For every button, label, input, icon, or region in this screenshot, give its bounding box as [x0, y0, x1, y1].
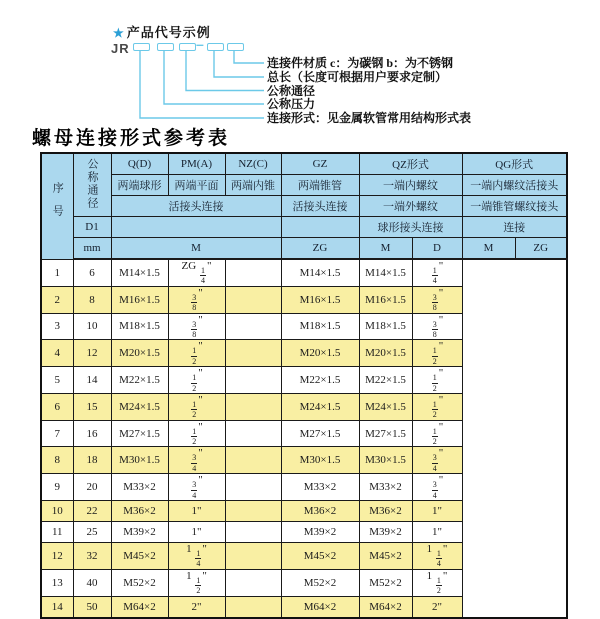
cell-qg-zg: $\frac{1}{2}$ " [412, 420, 462, 447]
cell-seq: 4 [41, 340, 73, 367]
cell-qz-m [225, 596, 281, 618]
label-connector-material: 连接件材质 c：为碳钢 b：为不锈钢 [267, 56, 454, 70]
header-pma-sub: 两端平面 [168, 175, 225, 196]
cell-qg-zg: 2" [412, 596, 462, 618]
cell-qg-zg: $\frac{3}{8}$ " [412, 313, 462, 340]
cell-qg-m: M27×1.5 [359, 420, 412, 447]
cell-qz-d: M16×1.5 [281, 286, 359, 313]
cell-qz-m [225, 313, 281, 340]
cell-gz: 1" [168, 522, 225, 543]
cell-qg-m: M24×1.5 [359, 393, 412, 420]
product-code-heading-text: 产品代号示例 [126, 25, 211, 40]
cell-qg-zg: 1 $\frac{1}{2}$ " [412, 569, 462, 596]
star-icon: ★ [113, 26, 125, 40]
header-pma: PM(A) [168, 153, 225, 175]
cell-qg-m: M30×1.5 [359, 447, 412, 474]
cell-qg-m: M52×2 [359, 569, 412, 596]
header-nzc-sub: 两端内锥 [225, 175, 281, 196]
cell-seq: 12 [41, 543, 73, 570]
cell-mm: 20 [73, 474, 111, 501]
header-m-span: M [111, 238, 281, 260]
table-row [41, 543, 567, 570]
cell-qz-m [225, 447, 281, 474]
cell-qg-m: M18×1.5 [359, 313, 412, 340]
cell-qg-m: M45×2 [359, 543, 412, 570]
cell-m: M52×2 [111, 569, 168, 596]
header-qg-m: M [462, 238, 515, 260]
cell-m: M45×2 [111, 543, 168, 570]
label-total-length: 总长（长度可根据用户要求定制） [267, 70, 448, 84]
label-connection-form: 连接形式：见金属软管常用结构形式表 [267, 111, 472, 125]
cell-gz: $\frac{1}{2}$ " [168, 367, 225, 394]
cell-qg-m: M64×2 [359, 596, 412, 618]
cell-mm: 22 [73, 501, 111, 522]
cell-mm: 6 [73, 259, 111, 286]
cell-qz-d: M52×2 [281, 569, 359, 596]
cell-m: M14×1.5 [111, 259, 168, 286]
header-gz-sub: 两端锥管 [281, 175, 359, 196]
header-qg-sub3: 连接 [462, 217, 567, 238]
cell-qg-m: M36×2 [359, 501, 412, 522]
cell-qz-m [225, 420, 281, 447]
table-header [41, 153, 567, 259]
cell-qg-m: M39×2 [359, 522, 412, 543]
cell-gz: $\frac{1}{2}$ " [168, 420, 225, 447]
header-qg-sub2: 一端锥管螺纹接头 [462, 196, 567, 217]
cell-gz: $\frac{3}{4}$ " [168, 474, 225, 501]
table-title: 螺母连接形式参考表 [32, 128, 231, 149]
header-qz-sub2: 一端外螺纹 [359, 196, 462, 217]
table-body [41, 259, 567, 618]
cell-gz: $\frac{3}{4}$ " [168, 447, 225, 474]
cell-seq: 6 [41, 393, 73, 420]
cell-seq: 2 [41, 286, 73, 313]
header-d1: D1 [73, 217, 111, 238]
cell-qg-zg: $\frac{1}{4}$ " [412, 259, 462, 286]
header-qg-zg: ZG [515, 238, 567, 260]
cell-gz: $\frac{3}{8}$ " [168, 286, 225, 313]
header-qz-d: D [412, 238, 462, 260]
table-row [41, 474, 567, 501]
table-row [41, 501, 567, 522]
cell-qz-d: M39×2 [281, 522, 359, 543]
cell-qg-m: M33×2 [359, 474, 412, 501]
cell-qz-m [225, 474, 281, 501]
table-row [41, 596, 567, 618]
cell-gz: 1 $\frac{1}{4}$ " [168, 543, 225, 570]
header-mm: mm [73, 238, 111, 260]
cell-qg-zg: $\frac{1}{2}$ " [412, 367, 462, 394]
cell-qg-m: M14×1.5 [359, 259, 412, 286]
code-box-2 [157, 43, 174, 51]
table-row [41, 420, 567, 447]
cell-qz-m [225, 501, 281, 522]
cell-mm: 8 [73, 286, 111, 313]
code-box-5 [227, 43, 244, 51]
cell-qg-zg: 1 $\frac{1}{4}$ " [412, 543, 462, 570]
cell-qz-d: M33×2 [281, 474, 359, 501]
cell-seq: 7 [41, 420, 73, 447]
header-union-gz: 活接头连接 [281, 196, 359, 217]
cell-m: M18×1.5 [111, 313, 168, 340]
cell-gz: 1 $\frac{1}{2}$ " [168, 569, 225, 596]
cell-qg-zg: $\frac{3}{4}$ " [412, 447, 462, 474]
cell-seq: 5 [41, 367, 73, 394]
cell-mm: 50 [73, 596, 111, 618]
table-row [41, 313, 567, 340]
cell-qz-m [225, 393, 281, 420]
cell-m: M64×2 [111, 596, 168, 618]
cell-seq: 8 [41, 447, 73, 474]
cell-seq: 3 [41, 313, 73, 340]
cell-qg-m: M16×1.5 [359, 286, 412, 313]
cell-m: M36×2 [111, 501, 168, 522]
header-nominal-diameter: 公称通径 [73, 153, 111, 217]
cell-seq: 11 [41, 522, 73, 543]
cell-qz-m [225, 340, 281, 367]
cell-qg-zg: $\frac{1}{2}$ " [412, 340, 462, 367]
cell-qg-zg: 1" [412, 501, 462, 522]
cell-mm: 25 [73, 522, 111, 543]
cell-seq: 10 [41, 501, 73, 522]
cell-mm: 18 [73, 447, 111, 474]
cell-qg-zg: $\frac{3}{8}$ " [412, 286, 462, 313]
cell-seq: 1 [41, 259, 73, 286]
cell-m: M27×1.5 [111, 420, 168, 447]
cell-mm: 16 [73, 420, 111, 447]
code-box-3 [179, 43, 196, 51]
cell-m: M16×1.5 [111, 286, 168, 313]
cell-m: M30×1.5 [111, 447, 168, 474]
table-row [41, 340, 567, 367]
cell-m: M33×2 [111, 474, 168, 501]
table-row [41, 286, 567, 313]
cell-qg-zg: $\frac{3}{4}$ " [412, 474, 462, 501]
header-nzc: NZ(C) [225, 153, 281, 175]
cell-m: M20×1.5 [111, 340, 168, 367]
cell-qz-d: M45×2 [281, 543, 359, 570]
cell-gz: $\frac{3}{8}$ " [168, 313, 225, 340]
header-qd-sub: 两端球形 [111, 175, 168, 196]
cell-qz-d: M36×2 [281, 501, 359, 522]
cell-qz-d: M20×1.5 [281, 340, 359, 367]
table-row [41, 447, 567, 474]
cell-qg-m: M22×1.5 [359, 367, 412, 394]
label-nominal-pressure: 公称压力 [267, 97, 316, 111]
cell-qz-d: M30×1.5 [281, 447, 359, 474]
cell-qz-d: M27×1.5 [281, 420, 359, 447]
cell-m: M39×2 [111, 522, 168, 543]
cell-m: M24×1.5 [111, 393, 168, 420]
cell-seq: 9 [41, 474, 73, 501]
header-empty-left [111, 217, 281, 238]
cell-mm: 40 [73, 569, 111, 596]
header-qz: QZ形式 [359, 153, 462, 175]
header-union-span: 活接头连接 [111, 196, 281, 217]
header-qz-sub1: 一端内螺纹 [359, 175, 462, 196]
cell-qz-m [225, 543, 281, 570]
table-row [41, 259, 567, 286]
cell-seq: 13 [41, 569, 73, 596]
cell-gz: $\frac{1}{2}$ " [168, 393, 225, 420]
cell-qz-d: M18×1.5 [281, 313, 359, 340]
code-prefix: JR [111, 41, 130, 56]
cell-m: M22×1.5 [111, 367, 168, 394]
cell-gz: 1" [168, 501, 225, 522]
code-dash: – [196, 36, 204, 52]
header-gz: GZ [281, 153, 359, 175]
cell-mm: 15 [73, 393, 111, 420]
cell-seq: 14 [41, 596, 73, 618]
cell-qg-m: M20×1.5 [359, 340, 412, 367]
cell-mm: 32 [73, 543, 111, 570]
cell-qg-zg: 1" [412, 522, 462, 543]
nut-connection-table [40, 152, 568, 619]
label-nominal-diameter: 公称通径 [267, 84, 316, 98]
cell-qz-m [225, 522, 281, 543]
header-qg-sub1: 一端内螺纹活接头 [462, 175, 567, 196]
table-row [41, 522, 567, 543]
cell-gz: ZG $\frac{1}{4}$ " [168, 259, 225, 286]
code-box-4 [207, 43, 224, 51]
cell-qz-m [225, 286, 281, 313]
cell-qz-m [225, 259, 281, 286]
header-seq: 序号 [41, 153, 73, 259]
header-qg: QG形式 [462, 153, 567, 175]
cell-qz-d: M14×1.5 [281, 259, 359, 286]
table-row [41, 393, 567, 420]
cell-qg-zg: $\frac{1}{2}$ " [412, 393, 462, 420]
table-row [41, 569, 567, 596]
cell-qz-m [225, 367, 281, 394]
table-row [41, 367, 567, 394]
cell-mm: 12 [73, 340, 111, 367]
cell-qz-d: M22×1.5 [281, 367, 359, 394]
cell-qz-d: M64×2 [281, 596, 359, 618]
cell-gz: $\frac{1}{2}$ " [168, 340, 225, 367]
cell-qz-m [225, 569, 281, 596]
cell-qz-d: M24×1.5 [281, 393, 359, 420]
header-qd: Q(D) [111, 153, 168, 175]
cell-gz: 2" [168, 596, 225, 618]
header-qz-m: M [359, 238, 412, 260]
cell-mm: 14 [73, 367, 111, 394]
header-zg-gz: ZG [281, 238, 359, 260]
header-empty-gz [281, 217, 359, 238]
cell-mm: 10 [73, 313, 111, 340]
header-qz-sub3: 球形接头连接 [359, 217, 462, 238]
code-box-1 [133, 43, 150, 51]
